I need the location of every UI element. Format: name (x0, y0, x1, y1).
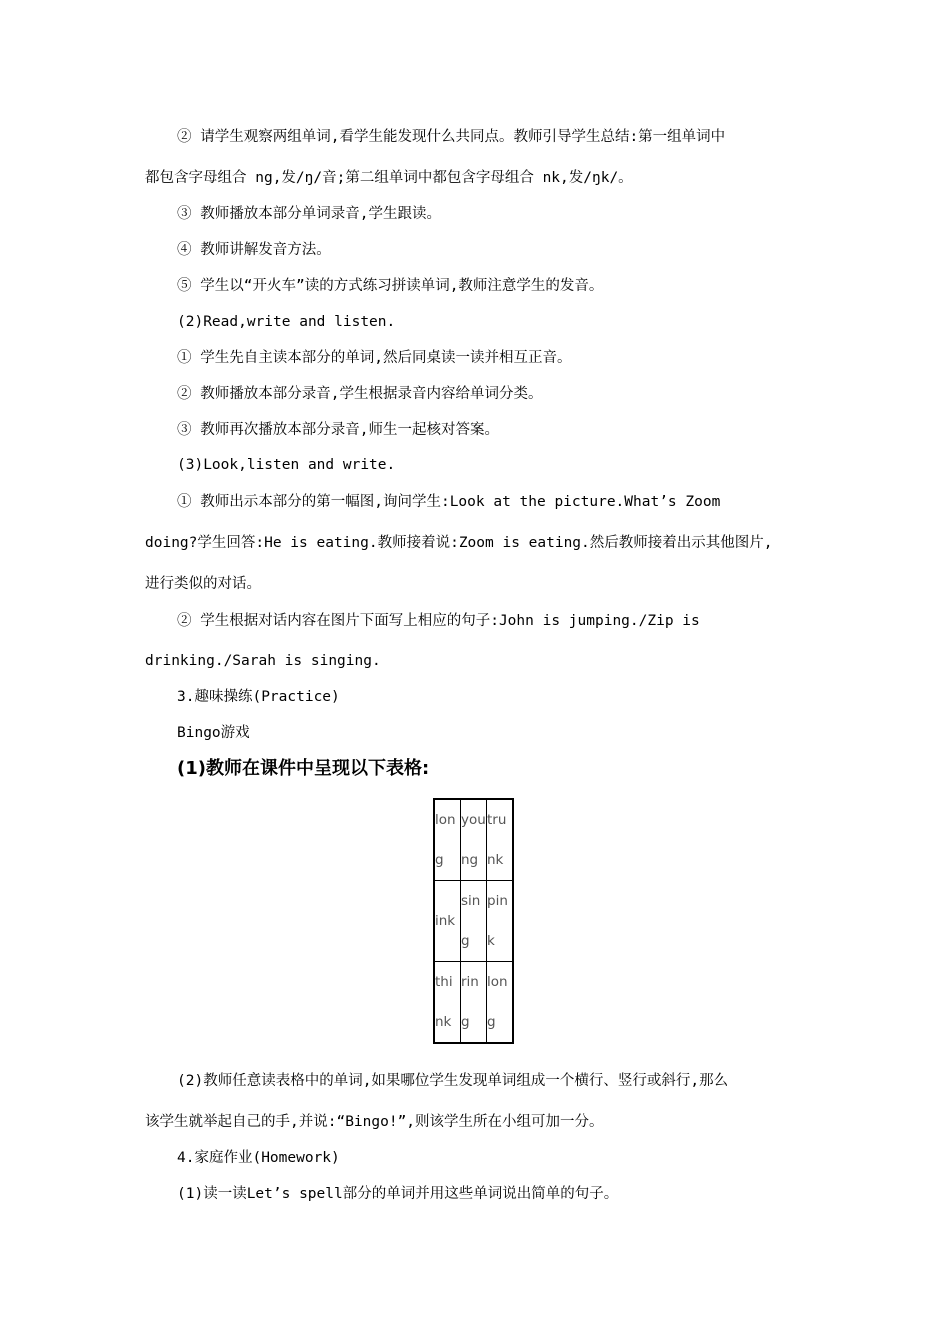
paragraph-line: drinking./Sarah is singing. (145, 653, 381, 669)
paragraph-line: ⑤ 学生以“开火车”读的方式练习拼读单词,教师注意学生的发音。 (177, 278, 604, 294)
table-cell: ink (434, 881, 461, 962)
table-row (434, 799, 513, 881)
table-cell: think (434, 962, 461, 1044)
section-heading: (3)Look,listen and write. (177, 457, 396, 473)
table-cell: sing (461, 881, 487, 962)
paragraph-line: ③ 教师播放本部分单词录音,学生跟读。 (177, 206, 441, 222)
paragraph-line: (2)教师任意读表格中的单词,如果哪位学生发现单词组成一个横行、竖行或斜行,那么 (177, 1073, 729, 1089)
section-heading: 4.家庭作业(Homework) (177, 1150, 340, 1166)
bingo-table (433, 798, 514, 1044)
paragraph-line: ① 学生先自主读本部分的单词,然后同桌读一读并相互正音。 (177, 350, 572, 366)
table-cell: long (434, 799, 461, 881)
table-cell: young (461, 799, 487, 881)
paragraph-line: ③ 教师再次播放本部分录音,师生一起核对答案。 (177, 422, 499, 438)
paragraph-line: ② 教师播放本部分录音,学生根据录音内容给单词分类。 (177, 386, 543, 402)
paragraph-line: ④ 教师讲解发音方法。 (177, 242, 331, 258)
table-intro-heading: (1)教师在课件中呈现以下表格: (177, 758, 430, 779)
table-row (434, 881, 513, 962)
paragraph-line: 都包含字母组合 ng,发/ŋ/音;第二组单词中都包含字母组合 nk,发/ŋk/。 (145, 170, 633, 186)
table-cell: long (487, 962, 514, 1044)
paragraph-line: Bingo游戏 (177, 725, 250, 741)
table-cell: pink (487, 881, 514, 962)
paragraph-line: 进行类似的对话。 (145, 576, 261, 592)
paragraph-line: (1)读一读Let’s spell部分的单词并用这些单词说出简单的句子。 (177, 1186, 619, 1202)
paragraph-line: ② 请学生观察两组单词,看学生能发现什么共同点。教师引导学生总结:第一组单词中 (177, 129, 726, 145)
section-heading: (2)Read,write and listen. (177, 314, 396, 330)
paragraph-line: ① 教师出示本部分的第一幅图,询问学生:Look at the picture.What’s Zoom (177, 494, 721, 510)
paragraph-line: doing?学生回答:He is eating.教师接着说:Zoom is eating.然后教师接着出示其他图片, (145, 535, 773, 551)
section-heading: 3.趣味操练(Practice) (177, 689, 340, 705)
paragraph-line: 该学生就举起自己的手,并说:“Bingo!”,则该学生所在小组可加一分。 (145, 1114, 604, 1130)
table-row (434, 962, 513, 1044)
paragraph-line: ② 学生根据对话内容在图片下面写上相应的句子:John is jumping./Zip is (177, 613, 700, 629)
table-cell: trunk (487, 799, 514, 881)
table-cell: ring (461, 962, 487, 1044)
